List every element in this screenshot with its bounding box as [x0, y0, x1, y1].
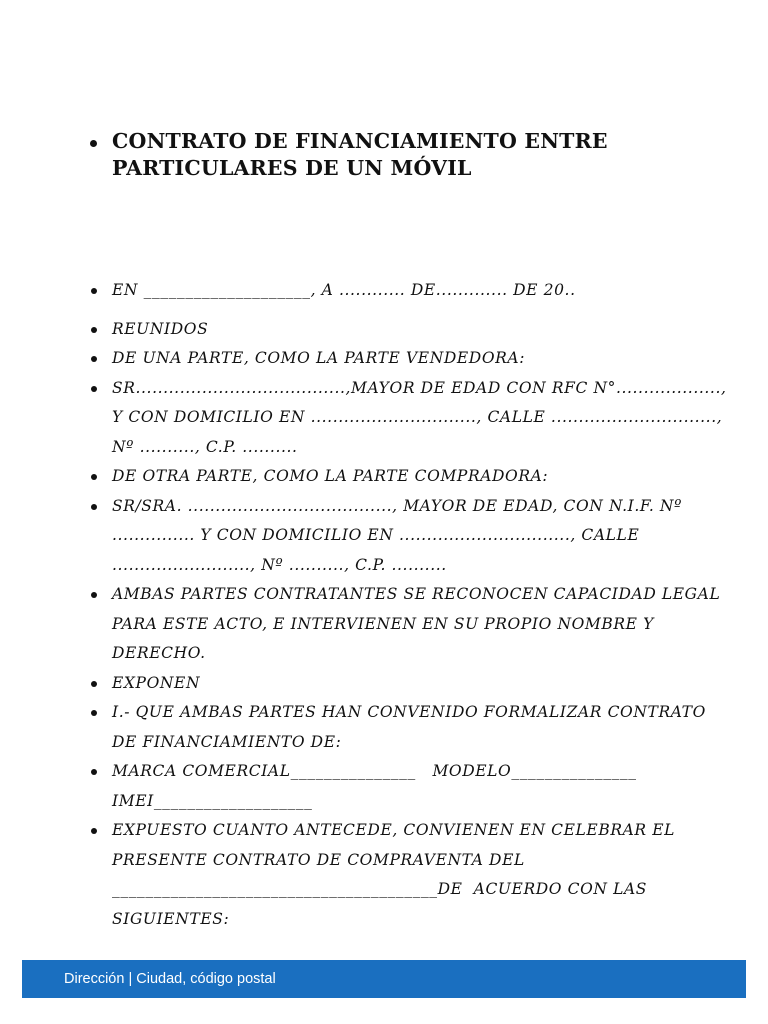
clause-conclusion: EXPUESTO CUANTO ANTECEDE, CONVIENEN EN CELEBRAR EL PRESENTE CONTRATO DE COMPRAVENTA DEL _______________________________________DE ACUERDO CON LAS SIGUIENTES:	[90, 816, 730, 934]
clause-capacity: AMBAS PARTES CONTRATANTES SE RECONOCEN CAPACIDAD LEGAL PARA ESTE ACTO, E INTERVIENEN EN SU PROPIO NOMBRE Y DERECHO.	[90, 580, 730, 669]
clause-list	[90, 276, 733, 934]
clause-agreement: I.- QUE AMBAS PARTES HAN CONVENIDO FORMALIZAR CONTRATO DE FINANCIAMIENTO DE:	[90, 698, 730, 757]
clause-exponen: EXPONEN	[90, 669, 730, 699]
clause-buyer-heading: DE OTRA PARTE, COMO LA PARTE COMPRADORA:	[90, 462, 730, 492]
footer-address: Dirección | Ciudad, código postal	[64, 971, 276, 987]
clause-seller-details: SR......................................,MAYOR DE EDAD CON RFC N°..................., Y CON DOMICILIO EN .............................., CALLE .............................., Nº .........., C.P. ..........	[90, 374, 730, 463]
clause-seller-heading: DE UNA PARTE, COMO LA PARTE VENDEDORA:	[90, 344, 730, 374]
page-title	[90, 128, 730, 182]
clause-place-date: EN ____________________, A ............ DE............. DE 20..	[90, 276, 730, 306]
clause-reunidos: REUNIDOS	[90, 315, 730, 345]
clause-device-details: MARCA COMERCIAL_______________ MODELO_______________ IMEI___________________	[90, 757, 730, 816]
footer-bar	[22, 960, 746, 998]
clause-buyer-details: SR/SRA. ....................................., MAYOR DE EDAD, CON N.I.F. Nº ............... Y CON DOMICILIO EN ..............................., CALLE ........................., Nº .........., C.P. ..........	[90, 492, 730, 581]
title-text: CONTRATO DE FINANCIAMIENTO ENTRE PARTICULARES DE UN MÓVIL	[90, 128, 730, 182]
